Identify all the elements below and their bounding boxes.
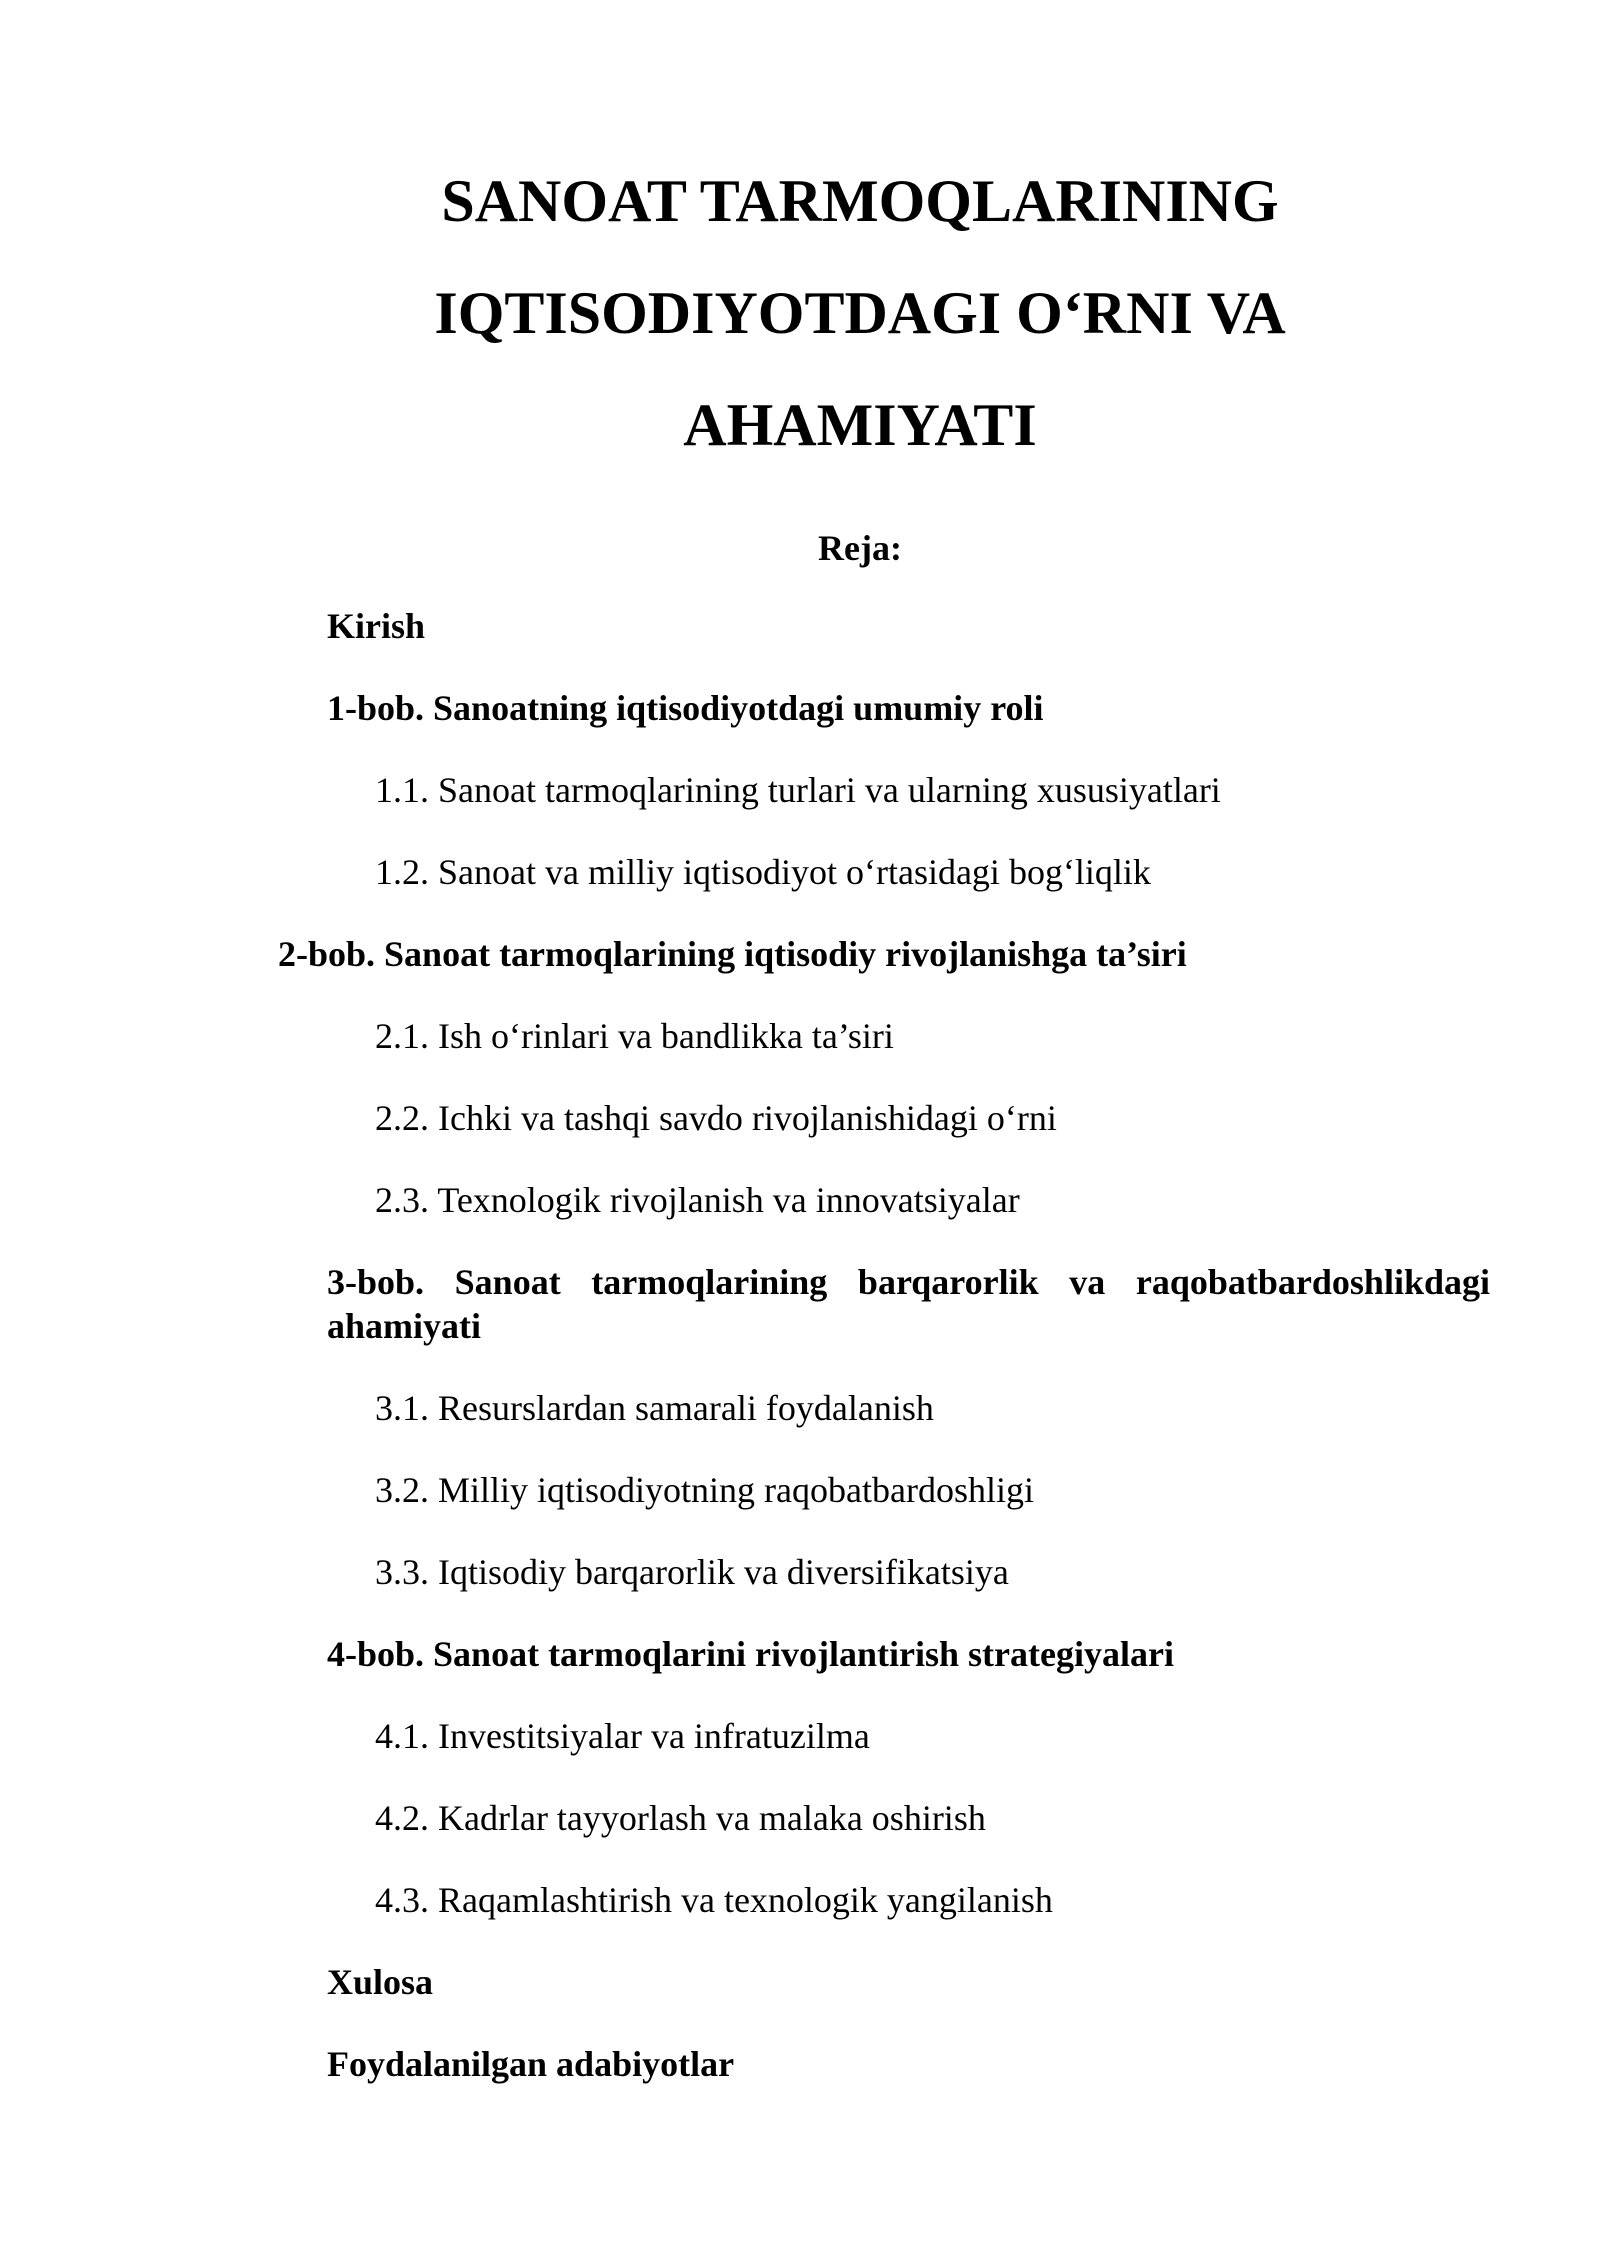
document-title: [330, 145, 1390, 481]
toc-section-1-2: 1.2. Sanoat va milliy iqtisodiyot o‘rtasidagi bog‘liqlik: [375, 852, 1151, 892]
toc-chapter-4: 4-bob. Sanoat tarmoqlarini rivojlantirish strategiyalari: [327, 1634, 1174, 1674]
toc-section-4-1: 4.1. Investitsiyalar va infratuzilma: [375, 1716, 870, 1756]
toc-chapter-3: 3-bob. Sanoat tarmoqlarining barqarorlik va raqobatbardoshlikdagi ahamiyati: [327, 1262, 1490, 1346]
toc-section-2-1: 2.1. Ish o‘rinlari va bandlikka ta’siri: [375, 1016, 894, 1056]
toc-section-3-3: 3.3. Iqtisodiy barqarorlik va diversifikatsiya: [375, 1552, 1009, 1592]
toc-chapter-2: 2-bob. Sanoat tarmoqlarining iqtisodiy rivojlanishga ta’siri: [278, 934, 1187, 974]
toc-section-3-2: 3.2. Milliy iqtisodiyotning raqobatbardoshligi: [375, 1470, 1034, 1510]
toc-item-references: Foydalanilgan adabiyotlar: [327, 2044, 735, 2084]
title-line: SANOAT TARMOQLARINING: [441, 168, 1279, 234]
plan-heading: Reja:: [818, 528, 902, 568]
toc-section-4-2: 4.2. Kadrlar tayyorlash va malaka oshirish: [375, 1798, 986, 1838]
toc-section-2-3: 2.3. Texnologik rivojlanish va innovatsiyalar: [375, 1180, 1020, 1220]
toc-item-introduction: Kirish: [327, 606, 426, 646]
toc-item-conclusion: Xulosa: [327, 1962, 434, 2002]
toc-chapter-1: 1-bob. Sanoatning iqtisodiyotdagi umumiy roli: [327, 688, 1044, 728]
toc-section-1-1: 1.1. Sanoat tarmoqlarining turlari va ularning xususiyatlari: [375, 770, 1221, 810]
toc-section-3-1: 3.1. Resurslardan samarali foydalanish: [375, 1388, 934, 1428]
toc-section-4-3: 4.3. Raqamlashtirish va texnologik yangilanish: [375, 1880, 1053, 1920]
toc-section-2-2: 2.2. Ichki va tashqi savdo rivojlanishidagi o‘rni: [375, 1098, 1057, 1138]
title-line: AHAMIYATI: [683, 392, 1037, 458]
title-line: IQTISODIYOTDAGI O‘RNI VA: [434, 280, 1286, 346]
